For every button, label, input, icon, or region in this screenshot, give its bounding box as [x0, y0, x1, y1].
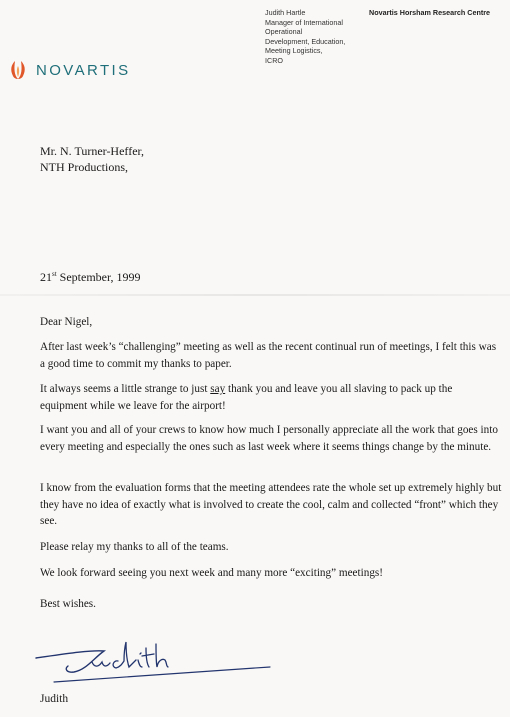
paragraph-2-end: thank you and leave you all slaving to pack up the equipment while we leave for the airport! — [40, 383, 453, 412]
novartis-wordmark: NOVARTIS — [36, 61, 131, 79]
salutation: Dear Nigel, — [40, 316, 93, 328]
paragraph-3: I want you and all of your crews to know how much I personally appreciate all the work that goes into every meeting and especially the ones such as last week where it seems things change by the minute. — [40, 424, 498, 453]
recipient-name: Mr. N. Turner-Heffer, — [40, 144, 145, 158]
sender-line: ICRO — [265, 55, 283, 65]
recipient-company: NTH Productions, — [40, 160, 128, 174]
sender-line: Operational — [265, 27, 303, 36]
letter-date — [40, 270, 141, 285]
paragraph-5: Please relay my thanks to all of the teams. — [40, 541, 229, 553]
sender-line: Manager of International — [265, 17, 343, 27]
handwritten-signature — [34, 636, 274, 686]
recipient-address — [40, 143, 144, 175]
research-centre-label: Novartis Horsham Research Centre — [369, 8, 491, 17]
novartis-logo — [6, 58, 131, 82]
novartis-flame-icon — [6, 58, 30, 82]
sender-block — [265, 8, 345, 65]
underlined-word: say — [210, 383, 226, 395]
paragraph-6: We look forward seeing you next week and many more “exciting” meetings! — [40, 567, 383, 579]
date-suffix: st — [52, 270, 57, 278]
paragraph-1: After last week’s “challenging” meeting as well as the recent continual run of meetings, I felt this was a good time to commit my thanks to paper. — [40, 341, 497, 370]
sender-line: Meeting Logistics, — [265, 46, 323, 55]
date-rest: September, 1999 — [56, 270, 141, 284]
signature-name: Judith — [40, 693, 69, 705]
paragraph-2-start: It always seems a little strange to just — [40, 383, 211, 395]
sender-line: Development, Education, — [265, 36, 346, 46]
paragraph-2 — [40, 381, 502, 414]
closing: Best wishes. — [40, 598, 96, 610]
sender-line: Judith Hartle — [265, 8, 306, 17]
paper-crease — [0, 294, 510, 296]
date-day: 21 — [40, 270, 52, 284]
paragraph-4: I know from the evaluation forms that the meeting attendees rate the whole set up extremely highly but they have no idea of exactly what is involved to create the cool, calm and collected “front” which they see. — [40, 482, 502, 528]
